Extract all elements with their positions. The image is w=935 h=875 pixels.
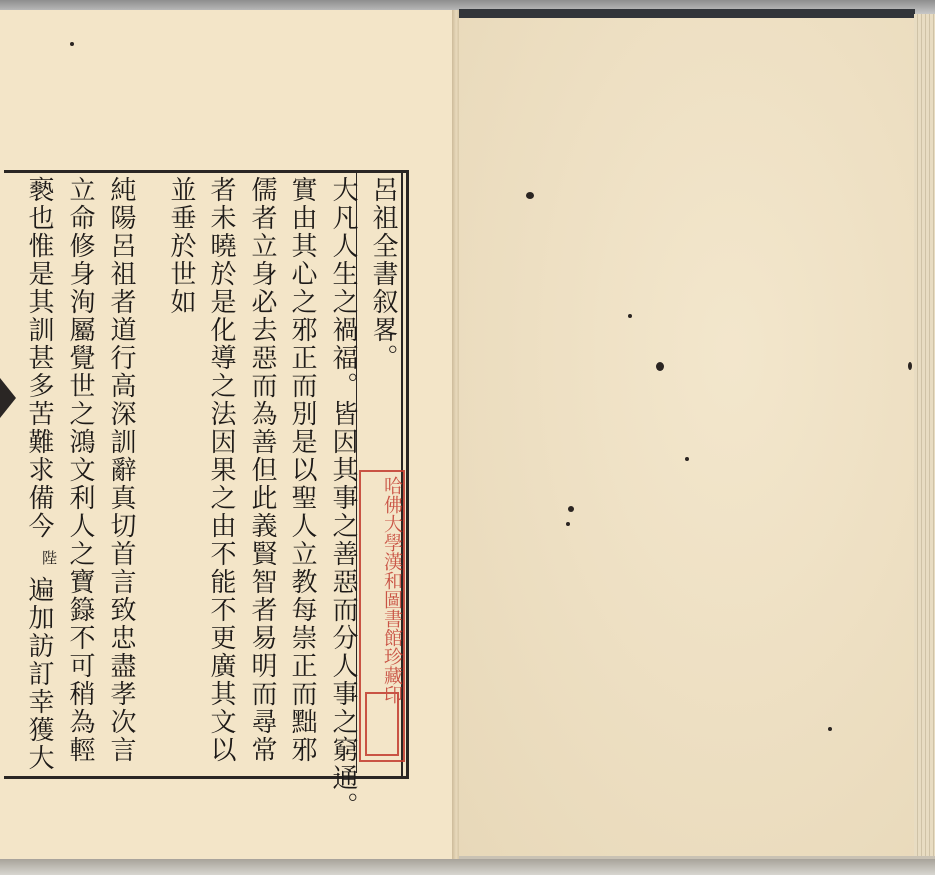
document-title: 呂祖全書叙畧。 [368, 176, 398, 372]
page-edges [914, 14, 935, 856]
text-area [8, 176, 402, 820]
top-band [459, 9, 915, 18]
ink-speck [566, 522, 570, 526]
honorific-small: 陛 [40, 550, 58, 565]
text-column: 並垂於世如 [166, 176, 196, 316]
text-column: 純陽呂祖者道行高深訓辭真切首言致忠盡孝次言 [106, 176, 136, 764]
text-column: 大凡人生之禍福。皆因其事之善惡而分人事之窮通。 [328, 176, 358, 820]
text-column: 立命修身洵屬覺世之鴻文利人之寶籙不可稍為輕 [65, 176, 95, 764]
ink-speck [908, 362, 912, 370]
seal-monogram [365, 692, 399, 756]
ink-speck [568, 506, 574, 512]
ink-speck [526, 192, 534, 199]
text-column: 遍加訪訂幸獲大 [24, 576, 54, 772]
ink-speck [828, 727, 832, 731]
text-column: 儒者立身必去惡而為善但此義賢智者易明而尋常 [247, 176, 277, 764]
text-column: 者未曉於是化導之法因果之由不能不更廣其文以 [206, 176, 236, 764]
seal-text: 哈佛大學漢和圖書館珍藏印 [381, 476, 403, 704]
ink-speck [628, 314, 632, 318]
ink-speck [656, 362, 664, 371]
ink-speck [70, 42, 74, 46]
library-seal [359, 470, 405, 762]
bottom-edge [0, 859, 935, 875]
text-column: 實由其心之邪正而別是以聖人立教每崇正而黜邪 [287, 176, 317, 764]
gutter [452, 10, 459, 860]
right-page [459, 14, 914, 856]
ink-speck [685, 457, 689, 461]
text-column: 褻也惟是其訓甚多苦難求備今 [24, 176, 54, 540]
